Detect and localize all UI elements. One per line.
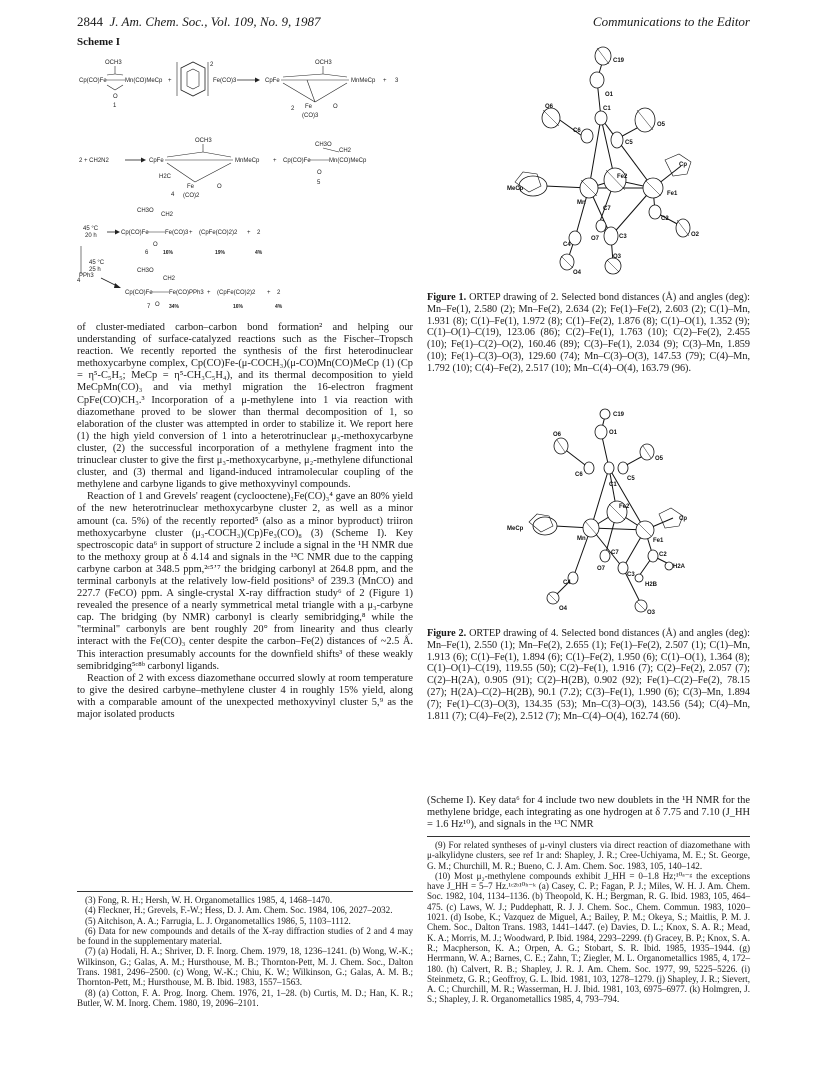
fig2-label-c1: C1 — [609, 482, 617, 488]
figure1-caption-text: ORTEP drawing of 2. Selected bond distances (Å) and angles (deg): Mn–Fe(1), 2.580 (2); Mn–Fe(2), 2.634 (2); Fe(1)–Fe(2), 2.603 (2); C(1)–Mn, 1.931 (8); C(1)–Fe(1), 1.972 (8); C(1)–Fe(2), 1.876 (8); C(1)–O(1), 1.352 (9); C(1)–O(1)–C(19), 123.06 (86); C(2)–Fe(1), 1.763 (10); C(2)–Fe(2), 2.455 (10); Fe(1)–C(2)–O(2), 160.46 (89); C(3)–Fe(1), 2.034 (9); C(3)–Mn, 1.859 (10); Fe(1)–C(3)–O(3), 129.60 (74); Mn–C(3)–O(3), 147.53 (79); C(4)–Mn, 1.792 (10); C(4)–Fe(2), 2.517 (10); Mn–C(4)–O(4), 163.79 (96). — [427, 292, 750, 374]
scheme-label-pph3: PPh3 — [79, 273, 94, 279]
fig2-label-fe1: Fe1 — [653, 538, 664, 544]
fig1-label-c1: C1 — [603, 106, 611, 112]
scheme-label-feco3-6: Fe(CO)3 — [165, 230, 189, 236]
scheme-label-cpfe-dimer-1: (CpFe(CO)2)2 — [199, 230, 238, 236]
svg-text:Fe: Fe — [187, 184, 195, 190]
fig2-label-c7: C7 — [611, 550, 619, 556]
fig1-label-mecp: MeCp — [507, 186, 524, 192]
fig1-label-cp: Cp — [679, 162, 687, 168]
fig1-label-o5: O5 — [657, 122, 666, 128]
fig2-label-c3: C3 — [627, 572, 635, 578]
scheme-pct-6: 4% — [275, 304, 283, 310]
scheme-label-mnmecp-4: MnMeCp — [235, 158, 260, 164]
footnote-rule-left — [77, 891, 413, 892]
scheme-label-och3-1: OCH3 — [105, 60, 122, 66]
fig1-label-c19: C19 — [613, 58, 625, 64]
scheme-num-3: 3 — [395, 78, 399, 84]
fig2-label-c4: C4 — [563, 580, 571, 586]
scheme-pct-5: 16% — [233, 304, 244, 310]
fig1-label-c2: C2 — [661, 216, 669, 222]
scheme-label-ch3o-5: CH3O — [315, 142, 332, 148]
figure2-ortep — [505, 408, 715, 618]
svg-text:O: O — [155, 302, 160, 308]
footnote-5: (5) Aitchison, A. A.; Farrugia, L. J. Organometallics 1986, 5, 1103–1112. — [85, 915, 351, 926]
scheme-pct-2: 19% — [215, 250, 226, 256]
scheme-plus-2: + — [383, 78, 387, 84]
scheme-label-ch2-7: CH2 — [163, 276, 176, 282]
scheme-num-2b: 2 — [257, 230, 261, 236]
scheme-label-fecopph3: Fe(CO)PPh3 — [169, 290, 204, 296]
scheme-row-4 — [77, 246, 283, 310]
scheme-num-6: 6 — [145, 250, 149, 256]
fig1-label-fe1: Fe1 — [667, 191, 678, 197]
scheme-plus-5: + — [247, 230, 251, 236]
left-footnotes — [77, 895, 413, 1008]
scheme-plus-4: + — [189, 230, 193, 236]
body-paragraph-1: of cluster-mediated carbon–carbon bond formation² and helping our understanding of surface-catalyzed reactions such as the Fischer–Tropsch reaction. We recently reported the synthesis of the first heterodinuclear methoxycarbyne complex, Cp(CO)Fe-(μ-COCH₃)(μ-CO)Mn(CO)MeCp (1) (Cp = η⁵-C₅H₅; MeCp = η⁵-CH₃C₅H₄), and its thermal decomposition to yield MeCpMn(CO)₃ and via methyl migration the 16-electron fragment CpFe(CO)CH₃.³ Incorporation of a μ-methylene into 1 via reaction with diazomethane proved to be slower than thermal decomposition of 1, so elaboration of the cluster was attempted in order to stabilize it. We report here (1) the high yield conversion of 1 into a heterotrinuclear μ₃-methoxycarbyne cluster, (2) the successful incorporation of a methylene fragment into the trinuclear cluster to give the first μ₃-methoxycarbyne, μ₂-methylene difunctional cluster, and (3) thermal and ligand-induced intramolecular coupling of the methylene and carbyne ligands to give methoxyvinyl compounds. — [77, 322, 413, 491]
scheme-label-mncomecp-5: Mn(CO)MeCp — [329, 158, 367, 164]
footnote-3: (3) Fong, R. H.; Hersh, W. H. Organometallics 1985, 4, 1468–1470. — [85, 895, 333, 905]
scheme-label-och3-2: OCH3 — [315, 60, 332, 66]
scheme-label-och3-4: OCH3 — [195, 138, 212, 144]
fig2-label-c19: C19 — [613, 412, 625, 418]
scheme-plus-1: + — [168, 78, 172, 84]
scheme-label-time-1: 20 h — [85, 233, 97, 239]
scheme-label-ch2-6: CH2 — [161, 212, 174, 218]
fig2-label-h2b: H2B — [645, 582, 658, 588]
scheme-plus-7: + — [267, 290, 271, 296]
svg-text:O: O — [317, 170, 322, 176]
scheme-label-h2c: H2C — [159, 174, 172, 180]
scheme-label-co3-2: (CO)3 — [302, 113, 319, 119]
scheme-num-4: 4 — [171, 192, 175, 198]
footnote-9: (9) For related syntheses of μ-vinyl clusters via direct reaction of diazomethane with μ-alkylidyne clusters, see ref 1r and: Shapley, J. R.; Cree-Uchiyama, M. E.; St. George, G. M.; Churchill, M. R.; Bueno, C. J. Am. Chem. Soc. 1983, 105, 140–142. — [427, 840, 750, 871]
section-title: Communications to the Editor — [592, 14, 750, 29]
fig2-label-o7: O7 — [597, 566, 606, 572]
fig2-label-o4: O4 — [559, 606, 568, 612]
fig1-label-c5: C5 — [625, 140, 633, 146]
journal-citation: J. Am. Chem. Soc., Vol. 109, No. 9, 1987 — [109, 14, 321, 29]
scheme-label-temp-2: 45 °C — [89, 260, 105, 266]
scheme-label-o-1: O — [113, 94, 118, 100]
fig2-label-o5: O5 — [655, 456, 664, 462]
scheme-label-co-4: (CO)2 — [183, 193, 200, 199]
scheme-label-feco3: Fe(CO)3 — [213, 78, 237, 84]
fig2-label-fe2: Fe2 — [619, 504, 630, 510]
footnote-4: (4) Fleckner, H.; Grevels, F.-W.; Hess, D. J. Am. Chem. Soc. 1984, 106, 2027–2032. — [85, 905, 393, 916]
fig2-label-cp: Cp — [679, 516, 687, 522]
footnote-rule-right — [427, 836, 750, 837]
fig2-label-c2: C2 — [659, 552, 667, 558]
scheme-pct-3: 4% — [255, 250, 263, 256]
scheme-label-cpfe-4: CpFe — [149, 158, 164, 164]
scheme-label-cpfe-dimer-2: (CpFe(CO)2)2 — [217, 290, 256, 296]
figure1-caption — [427, 292, 750, 375]
fig2-label-o6: O6 — [553, 432, 562, 438]
page-number: 2844 — [77, 14, 103, 29]
scheme-plus-6: + — [207, 290, 211, 296]
fig2-label-o1: O1 — [609, 430, 618, 436]
svg-text:O: O — [217, 184, 222, 190]
scheme-plus-3: + — [273, 158, 277, 164]
scheme-label-ch2n2: 2 + CH2N2 — [79, 158, 109, 164]
fig1-label-mn: Mn — [577, 200, 586, 206]
footnote-8: (8) (a) Cotton, F. A. Prog. Inorg. Chem. 1976, 21, 1–28. (b) Curtis, M. D.; Han, K. R.; Butler, W. M. Inorg. Chem. 1980, 19, 2096–2101. — [77, 987, 413, 1008]
scheme-label-ch3o-6: CH3O — [137, 208, 154, 214]
footnote-7: (7) (a) Hodali, H. A.; Shriver, D. F. Inorg. Chem. 1979, 18, 1236–1241. (b) Wong, W.-K.; Wilkinson, G.; Galas, A. M.; Hursthouse, M. B.; Thornton-Pett, M. J. Chem. Soc., Dalton Trans. 1981, 2496–2500. (c) Wong, W.-K.; Chiu, K. W.; Wilkinson, G.; Galas, A. M. B.; Thornton-Pett, M.; Hursthouse, M. B. Ibid. 1983, 1557–1563. — [77, 946, 413, 988]
scheme-label-cpcofe-6: Cp(CO)Fe — [121, 230, 149, 236]
scheme-num-4b: 4 — [77, 278, 81, 284]
fig1-label-fe2: Fe2 — [617, 174, 628, 180]
scheme-row-3 — [83, 208, 263, 256]
scheme-num-2: 2 — [291, 106, 295, 112]
scheme-num-1: 1 — [113, 103, 117, 109]
scheme-num-7: 7 — [147, 304, 151, 310]
fig1-label-o4: O4 — [573, 270, 582, 276]
body-paragraph-3: Reaction of 2 with excess diazomethane occurred slowly at room temperature to give the desired carbyne–methylene cluster 4 in roughly 15% yield, along with a comparable amount of the unexpected methoxyvinyl cluster 5,⁹ as the major isolated products — [77, 672, 413, 720]
scheme-pct-1: 16% — [163, 250, 174, 256]
page-header-left — [77, 14, 321, 30]
figure1-caption-title: Figure 1. — [427, 292, 467, 303]
scheme-label-mnmecp-2: MnMeCp — [351, 78, 376, 84]
scheme-num-5: 5 — [317, 180, 321, 186]
scheme-num-2c: 2 — [277, 290, 281, 296]
fig1-label-c6: C6 — [573, 128, 581, 134]
fig2-label-c6: C6 — [575, 472, 583, 478]
fig1-label-c3: C3 — [619, 234, 627, 240]
fig1-label-o3: O3 — [613, 254, 622, 260]
svg-text:O: O — [333, 104, 338, 110]
svg-text:Fe: Fe — [305, 104, 313, 110]
footnote-10: (10) Most μ₂-methylene compounds exhibit J_HH = 0–1.8 Hz;¹⁰ᵃ⁻ᵍ the exceptions have J_HH = 5–7 Hz.¹ᶜ²ᵇ¹⁰ʰ⁻ᵏ (a) Casey, C. P.; Fagan, P. J.; Miles, W. H. J. Am. Chem. Soc. 1982, 104, 1134–1136. (b) Theopold, K. H.; Bergman, R. G. Ibid. 1983, 105, 464–475. (c) Laws, W. J.; Puddephatt, R. J. J. Chem. Soc., Chem. Commun. 1983, 1020–1021. (d) Isobe, K.; Vazquez de Miguel, A.; Bailey, P. M.; Okeya, S.; Maitlis, P. M. J. Chem. Soc., Dalton Trans. 1983, 1441–1447. (e) Davies, D. L.; Knox, S. A. R.; Mead, K. A.; Morris, M. J.; Woodward, P. Ibid. 1984, 2293–2299. (f) Gracey, B. P.; Knox, S. A. R.; Macpherson, K. A.; Orpen, A. G.; Stobart, S. R. Ibid. 1985, 1935–1944. (g) Herrmann, W. A.; Barnes, C. E.; Zahn, T.; Ziegler, M. L. Organometallics 1985, 4, 172–180. (h) Calvert, R. B.; Shapley, J. R. J. Am. Chem. Soc. 1977, 99, 5225–5226. (i) Steinmetz, G. R.; Geoffroy, G. L. Ibid. 1981, 103, 1278–1279. (j) Shapley, J. R.; Sievert, A. C.; Churchill, M. R.; Wasserman, H. J. Ibid. 1981, 103, 6975–6977. (k) Holmgren, J. S.; Shapley, J. R. Organometallics 1985, 4, 793–794. — [427, 870, 750, 1005]
fig2-label-o3: O3 — [647, 610, 656, 616]
scheme-label-cpcofe-5: Cp(CO)Fe — [283, 158, 311, 164]
scheme-label-time-2: 25 h — [89, 267, 101, 273]
scheme-title: Scheme I — [77, 36, 121, 48]
fig1-label-o1: O1 — [605, 92, 614, 98]
svg-text:O: O — [153, 242, 158, 248]
scheme-label-ch2-5: CH2 — [339, 148, 352, 154]
fig1-label-o7: O7 — [591, 236, 600, 242]
scheme-row-2 — [79, 138, 367, 199]
scheme-label-ch3o-7: CH3O — [137, 268, 154, 274]
fig2-label-c5: C5 — [627, 476, 635, 482]
right-column-body — [427, 795, 750, 831]
scheme-label-mncomecp-1: Mn(CO)MeCp — [125, 78, 163, 84]
scheme-label-cpcofe-7: Cp(CO)Fe — [125, 290, 153, 296]
fig1-label-c4: C4 — [563, 242, 571, 248]
body-paragraph-2: Reaction of 1 and Grevels' reagent (cyclooctene)₂Fe(CO)₃⁴ gave an 80% yield of the new heterotrinuclear methoxycarbyne cluster 2, as well as a minor amount (ca. 5%) of the recently reported⁵ (also as a minor byproduct) triiron methoxycarbyne cluster (μ₃-COCH₃)(Cp)Fe₃(CO)₈ (3) (Scheme I). Key spectroscopic data⁶ in support of structure 2 include a signal in the ¹H NMR due to the methoxy group at δ 4.14 and signals in the ¹³C NMR due to the capping carbyne carbon at 348.5 ppm,²ᶜ⁵ʼ⁷ the bridging carbonyl at 264.8 ppm, and the terminal carbonyls at the relatively low-field positions³ of 239.3 (MnCO) and 227.7 (FeCO) ppm. A single-crystal X-ray diffraction study⁶ of 2 (Figure 1) revealed the presence of a nearly symmetrical metal triangle with a μ₃-carbyne cap. The bridging (by NMR) carbonyl is clearly semibridging,⁸ while the "terminal" carbonyls are bent roughly 20° from linearity and thus clearly interact with the Fe(CO)₃ center despite the carbon–Fe(2) distances of ~2.5 Å. This interaction presumably accounts for the downfield shifts³ of these weakly semibridging⁵ᶜ⁸ᵇ carbonyl ligands. — [77, 491, 413, 672]
left-column-body — [77, 322, 413, 721]
right-footnotes — [427, 840, 750, 1005]
scheme-pct-4: 34% — [169, 304, 180, 310]
fig2-label-h2a: H2A — [673, 564, 686, 570]
fig2-label-mecp: MeCp — [507, 526, 524, 532]
figure2-caption-title: Figure 2. — [427, 628, 467, 639]
figure2-caption — [427, 628, 750, 722]
fig1-label-o6: O6 — [545, 104, 554, 110]
scheme-row-1 — [79, 60, 399, 119]
figure1-ortep — [505, 40, 715, 280]
scheme-diagram — [77, 50, 413, 312]
fig1-label-c7: C7 — [603, 206, 611, 212]
fig1-label-o2: O2 — [691, 232, 700, 238]
scheme-label-cpfe-2: CpFe — [265, 78, 280, 84]
fig2-label-mn: Mn — [577, 536, 586, 542]
figure2-caption-text: ORTEP drawing of 4. Selected bond distances (Å) and angles (deg): Mn–Fe(1), 2.550 (1); Mn–Fe(2), 2.655 (1); Fe(1)–Fe(2), 2.507 (1); C(1)–Mn, 1.913 (6); C(1)–Fe(1), 1.894 (6); C(1)–Fe(2), 1.950 (6); C(1)–O(1), 1.364 (8); C(1)–O(1)–C(19), 119.55 (50); C(2)–Fe(1), 1.916 (7); C(2)–Fe(2), 2.057 (7); C(2)–H(2A), 0.905 (91); C(2)–H(2B), 0.902 (92); Fe(1)–C(2)–Fe(2), 78.15 (27); H(2A)–C(2)–H(2B), 90.1 (7.2); C(3)–Fe(1), 1.990 (6); C(3)–Mn, 1.894 (7); Fe(1)–C(3)–O(3), 134.35 (53); Mn–C(3)–O(3), 143.56 (54); C(4)–Mn, 1.811 (7); C(4)–Fe(2), 2.512 (7); Mn–C(4)–O(4), 162.74 (60). — [427, 628, 750, 722]
svg-text:2: 2 — [210, 62, 214, 68]
body-paragraph-right: (Scheme I). Key data⁶ for 4 include two new doublets in the ¹H NMR for the methylene bridge, each integrating as one hydrogen at δ 7.75 and 7.10 (J_HH = 1.6 Hz¹⁰), and signals in the ¹³C NMR — [427, 795, 750, 831]
footnote-6: (6) Data for new compounds and details of the X-ray diffraction studies of 2 and 4 may be found in the supplementary material. — [77, 925, 413, 947]
scheme-label-temp-1: 45 °C — [83, 226, 99, 232]
scheme-label-cpcofe-1: Cp(CO)Fe — [79, 78, 107, 84]
